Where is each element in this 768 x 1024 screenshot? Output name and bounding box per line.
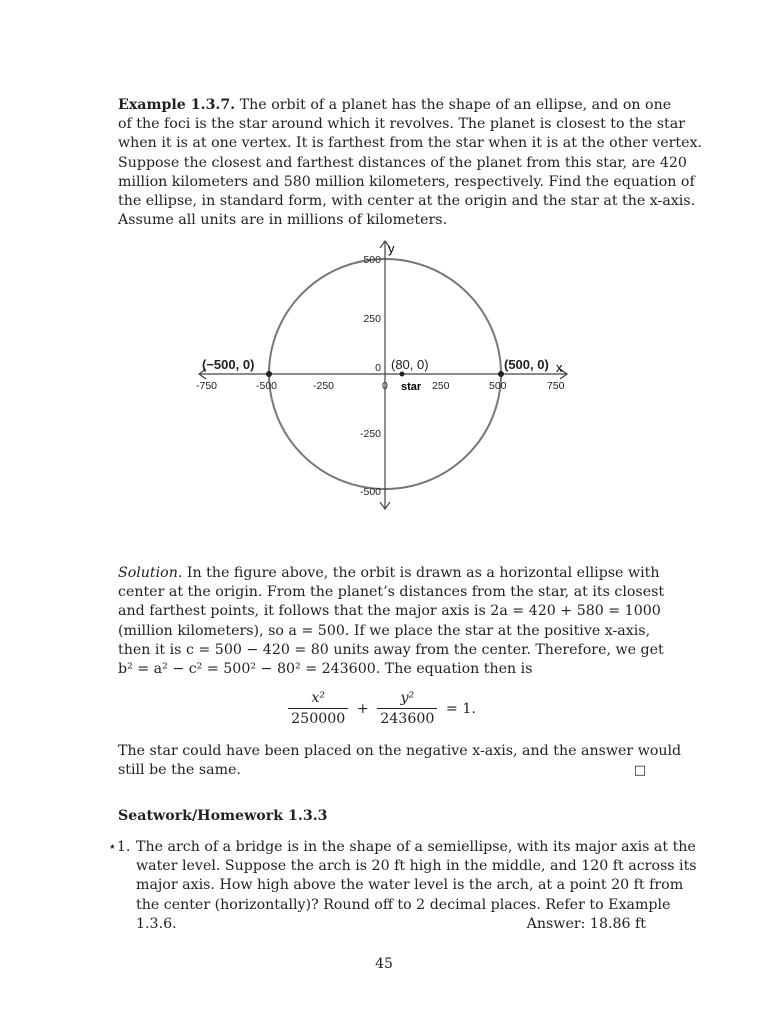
exercise-answer: Answer: 18.86 ft bbox=[526, 915, 646, 932]
x-tick-label: -750 bbox=[196, 380, 218, 392]
exercise-line: The arch of a bridge is in the shape of a semiellipse, with its major axis at the bbox=[136, 839, 696, 855]
example-line: when it is at one vertex. It is farthest from the star when it is at the other vertex. bbox=[118, 135, 703, 152]
x-tick-label: -250 bbox=[313, 380, 335, 392]
numerator-y: y² bbox=[377, 690, 437, 709]
solution-line: In the figure above, the orbit is drawn as a horizontal ellipse with bbox=[186, 565, 660, 581]
exercise-line: water level. Suppose the arch is 20 ft high in the middle, and 120 ft across its bbox=[136, 858, 697, 875]
exercise-marker: ⋆1. bbox=[108, 839, 131, 855]
y-tick-label: 500 bbox=[363, 254, 381, 266]
y-tick-label: -250 bbox=[359, 428, 381, 440]
example-lead: Example 1.3.7. bbox=[118, 97, 236, 113]
solution-line: then it is c = 500 − 420 = 80 units away from the center. Therefore, we get bbox=[118, 641, 664, 658]
vertex-right-label: (500, 0) bbox=[504, 357, 549, 372]
x-tick-label: 750 bbox=[547, 380, 565, 392]
x-tick-label: 0 bbox=[382, 380, 388, 392]
exercise-item bbox=[108, 838, 697, 934]
equals-one: = 1. bbox=[445, 700, 476, 717]
y-tick-label: -500 bbox=[359, 486, 381, 498]
example-line: Suppose the closest and farthest distances of the planet from this star, are 420 bbox=[118, 154, 687, 171]
solution-line: b² = a² − c² = 500² − 80² = 243600. The equation then is bbox=[118, 661, 533, 678]
exercise-line: major axis. How high above the water level is the arch, at a point 20 ft from bbox=[136, 877, 684, 894]
numerator-x: x² bbox=[288, 690, 348, 709]
ellipse-figure bbox=[190, 238, 580, 513]
qed-square-icon: □ bbox=[633, 763, 646, 779]
plus-sign: + bbox=[356, 700, 369, 717]
example-paragraph bbox=[118, 96, 703, 230]
example-line: Assume all units are in millions of kilometers. bbox=[118, 212, 448, 229]
y-tick-label: 0 bbox=[375, 362, 381, 374]
y-axis-label: y bbox=[388, 241, 395, 256]
vertex-left-point bbox=[266, 371, 272, 377]
solution-line: center at the origin. From the planet’s distances from the star, at its closest bbox=[118, 584, 665, 601]
ellipse-equation bbox=[0, 690, 768, 727]
remark-line: still be the same. bbox=[118, 762, 241, 779]
example-line: the ellipse, in standard form, with center at the origin and the star at the x-axis. bbox=[118, 193, 696, 210]
fraction-x bbox=[288, 690, 348, 727]
seatwork-heading: Seatwork/Homework 1.3.3 bbox=[118, 808, 328, 824]
x-axis-label: x bbox=[556, 360, 563, 375]
solution-paragraph bbox=[118, 564, 665, 679]
example-line: The orbit of a planet has the shape of an ellipse, and on one bbox=[239, 97, 672, 113]
solution-lead: Solution. bbox=[118, 565, 183, 581]
exercise-line: the center (horizontally)? Round off to 2 decimal places. Refer to Example bbox=[136, 896, 671, 913]
remark-line: The star could have been placed on the negative x-axis, and the answer would bbox=[118, 743, 682, 759]
exercise-line: 1.3.6. bbox=[136, 915, 177, 932]
x-tick-label: 500 bbox=[489, 380, 507, 392]
star-point bbox=[400, 372, 405, 377]
denominator-x: 250000 bbox=[291, 711, 346, 727]
x-tick-label: -500 bbox=[256, 380, 278, 392]
y-tick-label: 250 bbox=[363, 313, 381, 325]
star-label: star bbox=[401, 381, 422, 393]
example-line: of the foci is the star around which it revolves. The planet is closest to the star bbox=[118, 116, 686, 133]
remark-paragraph bbox=[118, 742, 682, 780]
page-number: 45 bbox=[375, 956, 393, 972]
vertex-left-label: (−500, 0) bbox=[202, 357, 255, 372]
solution-line: and farthest points, it follows that the major axis is 2a = 420 + 580 = 1000 bbox=[118, 603, 661, 620]
solution-line: (million kilometers), so a = 500. If we place the star at the positive x-axis, bbox=[118, 622, 651, 639]
x-tick-label: 250 bbox=[432, 380, 450, 392]
star-coordinate-label: (80, 0) bbox=[391, 357, 429, 372]
denominator-y: 243600 bbox=[380, 711, 435, 727]
example-line: million kilometers and 580 million kilometers, respectively. Find the equation of bbox=[118, 173, 695, 190]
fraction-y bbox=[377, 690, 437, 727]
